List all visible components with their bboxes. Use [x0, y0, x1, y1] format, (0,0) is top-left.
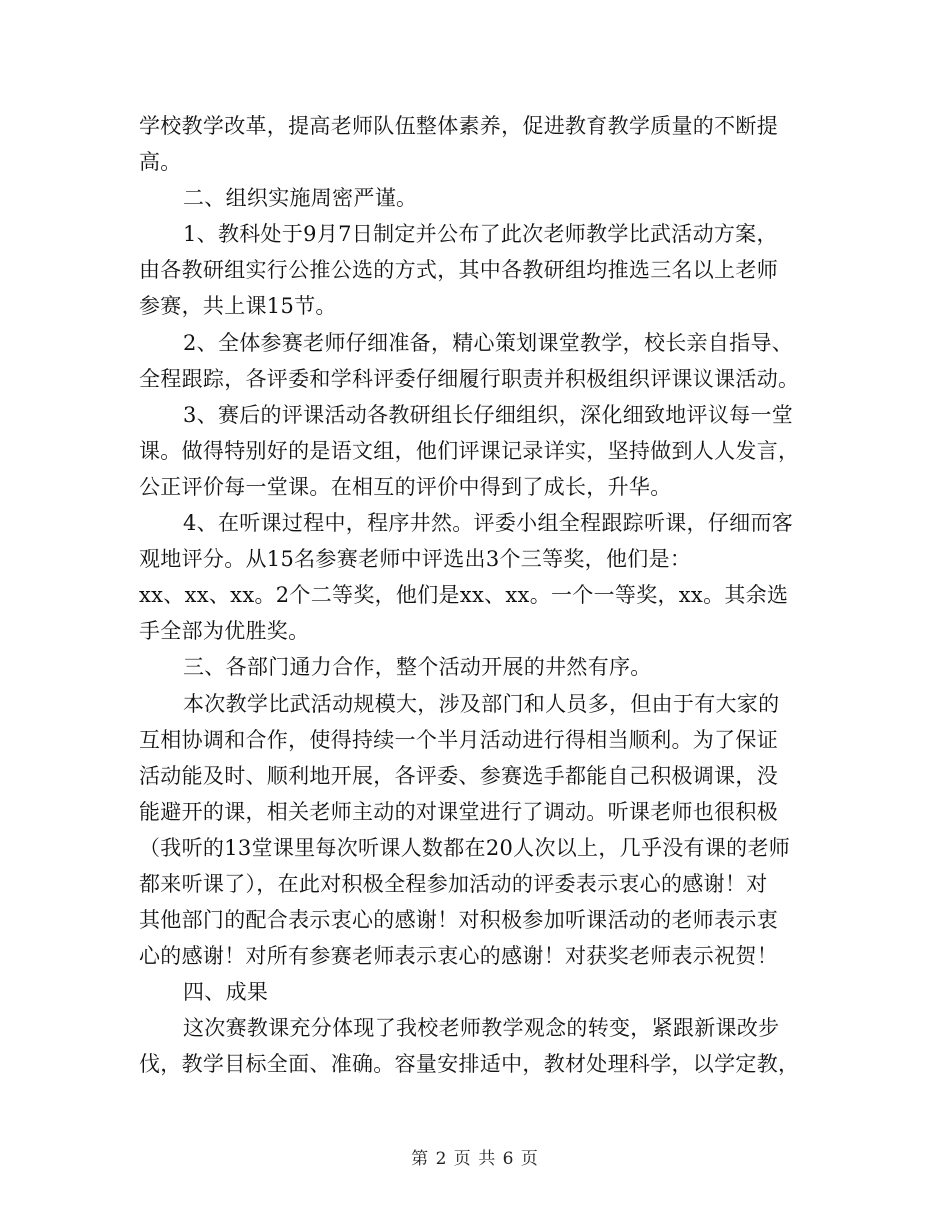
text-line: 能避开的课，相关老师主动的对课堂进行了调动。听课老师也很积极: [139, 799, 778, 824]
text-line: xx、xx、xx。2个二等奖，他们是xx、xx。一个一等奖，xx。其余选: [139, 583, 789, 608]
page-footer: 第 2 页 共 6 页: [411, 1149, 539, 1169]
text-line: 课。做得特别好的是语文组，他们评课记录详实，坚持做到人人发言，: [139, 438, 800, 463]
text-line: 4、在听课过程中，程序井然。评委小组全程跟踪听课，仔细而客: [183, 511, 794, 536]
text-line: 1、教科处于9月7日制定并公布了此次老师教学比武活动方案，: [183, 222, 778, 247]
text-line: 伐，教学目标全面、准确。容量安排适中，教材处理科学，以学定教，: [139, 1052, 800, 1077]
text-line: 3、赛后的评课活动各教研组长仔细组织，深化细致地评议每一堂: [183, 402, 794, 427]
text-line: 其他部门的配合表示衷心的感谢！对积极参加听课活动的老师表示衷: [139, 908, 778, 933]
text-line: 四、成果: [183, 980, 269, 1005]
text-line: 学校教学改革，提高老师队伍整体素养，促进教育教学质量的不断提: [139, 114, 778, 138]
text-line: 本次教学比武活动规模大，涉及部门和人员多，但由于有大家的: [183, 691, 780, 716]
text-line: 都来听课了），在此对积极全程参加活动的评委表示衷心的感谢！对: [139, 871, 768, 896]
text-line: 观地评分。从15名参赛老师中评选出3个三等奖，他们是：: [139, 547, 692, 572]
text-line: 参赛，共上课15节。: [139, 294, 337, 319]
text-line: 高。: [139, 150, 182, 175]
text-line: 手全部为优胜奖。: [139, 619, 310, 644]
text-line: 活动能及时、顺利地开展，各评委、参赛选手都能自己积极调课，没: [139, 763, 778, 788]
text-line: 心的感谢！对所有参赛老师表示衷心的感谢！对获奖老师表示祝贺！: [139, 944, 778, 969]
text-line: 三、各部门通力合作，整个活动开展的井然有序。: [183, 655, 652, 680]
text-line: 这次赛教课充分体现了我校老师教学观念的转变，紧跟新课改步: [183, 1016, 780, 1041]
text-line: 全程跟踪，各评委和学科评委仔细履行职责并积极组织评课议课活动。: [139, 366, 800, 391]
text-line: 由各教研组实行公推公选的方式，其中各教研组均推选三名以上老师: [139, 258, 778, 283]
text-line: 二、组织实施周密严谨。: [183, 186, 418, 211]
text-line: 2、全体参赛老师仔细准备，精心策划课堂教学，校长亲自指导、: [183, 330, 794, 355]
text-line: 公正评价每一堂课。在相互的评价中得到了成长，升华。: [139, 474, 672, 499]
document-body: [139, 108, 814, 1083]
text-line: （我听的13堂课里每次听课人数都在20人次以上，几乎没有课的老师: [139, 835, 791, 860]
text-line: 互相协调和合作，使得持续一个半月活动进行得相当顺利。为了保证: [139, 727, 778, 752]
